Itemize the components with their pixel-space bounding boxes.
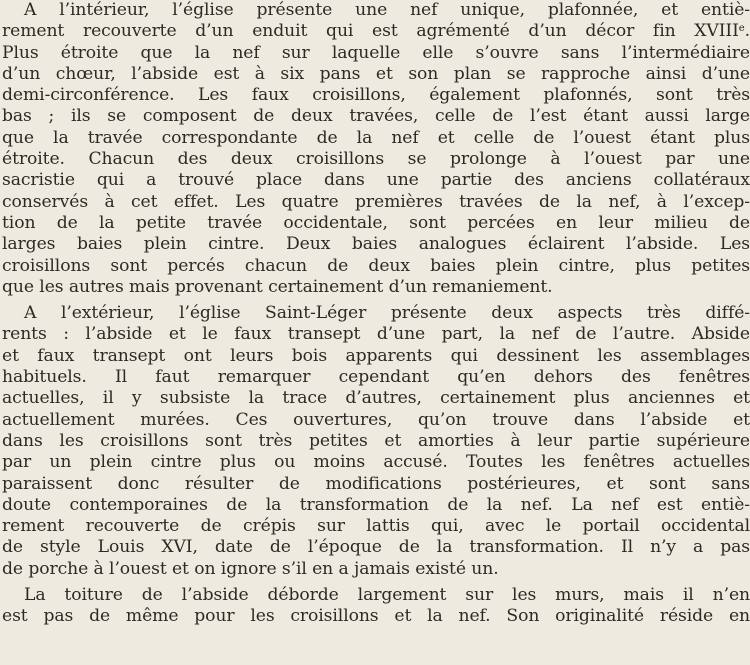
text-line: La toiture de l’abside déborde largement sur les murs, mais il n’en <box>24 585 750 606</box>
text-line: d’un chœur, l’abside est à six pans et son plan se rapproche ainsi d’une <box>2 63 750 84</box>
text-line-tail: . <box>744 21 750 42</box>
text-line: paraissent donc résulter de modifications postérieures, et sont sans <box>2 473 750 494</box>
text-line: rents : l’abside et le faux transept d’une part, la nef de l’autre. Abside <box>2 324 750 345</box>
text-line: A l’intérieur, l’église présente une nef unique, plafonnée, et entiè- <box>24 0 750 20</box>
text-line: sacristie qui a trouvé place dans une partie des anciens collatéraux <box>2 170 750 191</box>
text-line: par un plein cintre plus ou moins accusé. Toutes les fenêtres actuelles <box>2 452 750 473</box>
text-line: actuellement murées. Ces ouvertures, qu’on trouve dans l’abside et <box>2 409 750 430</box>
text-line: habituels. Il faut remarquer cependant qu’en dehors des fenêtres <box>2 367 750 388</box>
text-line: croisillons sont percés chacun de deux baies plein cintre, plus petites <box>2 255 750 276</box>
text-line: que les autres mais provenant certainement d’un remaniement. <box>2 276 553 297</box>
text-line: de porche à l’ouest et on ignore s’il en a jamais existé un. <box>2 558 499 579</box>
text-line: demi-circonférence. Les faux croisillons, également plafonnés, sont très <box>2 85 750 106</box>
text-line: A l’extérieur, l’église Saint-Léger présente deux aspects très diffé- <box>24 303 750 324</box>
text-line-main: rement recouverte d’un enduit qui est agrémenté d’un décor fin XVIII <box>2 21 739 42</box>
text-line: doute contemporaines de la transformation de la nef. La nef est entiè- <box>2 494 750 515</box>
paragraph-roof <box>2 585 750 628</box>
superscript: e <box>738 23 745 35</box>
text-line <box>2 21 750 42</box>
text-line: bas ; ils se composent de deux travées, celle de l’est étant aussi large <box>2 106 750 127</box>
text-line: larges baies plein cintre. Deux baies analogues éclairent l’abside. Les <box>2 234 750 255</box>
paragraph-interior <box>2 0 750 298</box>
text-line: dans les croisillons sont très petites et amorties à leur partie supérieure <box>2 430 750 451</box>
text-line: Plus étroite que la nef sur laquelle elle s’ouvre sans l’intermédiaire <box>2 42 750 63</box>
text-line: de style Louis XVI, date de l’époque de la transformation. Il n’y a pas <box>2 537 750 558</box>
text-line: conservés à cet effet. Les quatre premières travées de la nef, à l’excep- <box>2 191 750 212</box>
text-line: rement recouverte de crépis sur lattis qui, avec le portail occidental <box>2 516 750 537</box>
text-block <box>2 0 750 628</box>
text-line: étroite. Chacun des deux croisillons se prolonge à l’ouest par une <box>2 149 750 170</box>
text-line: actuelles, il y subsiste la trace d’autres, certainement plus anciennes et <box>2 388 750 409</box>
text-line: et faux transept ont leurs bois apparents qui dessinent les assemblages <box>2 345 750 366</box>
text-line: que la travée correspondante de la nef et celle de l’ouest étant plus <box>2 127 750 148</box>
text-line: est pas de même pour les croisillons et la nef. Son originalité réside en <box>2 606 750 627</box>
text-line: tion de la petite travée occidentale, sont percées en leur milieu de <box>2 212 750 233</box>
paragraph-exterior <box>2 303 750 580</box>
